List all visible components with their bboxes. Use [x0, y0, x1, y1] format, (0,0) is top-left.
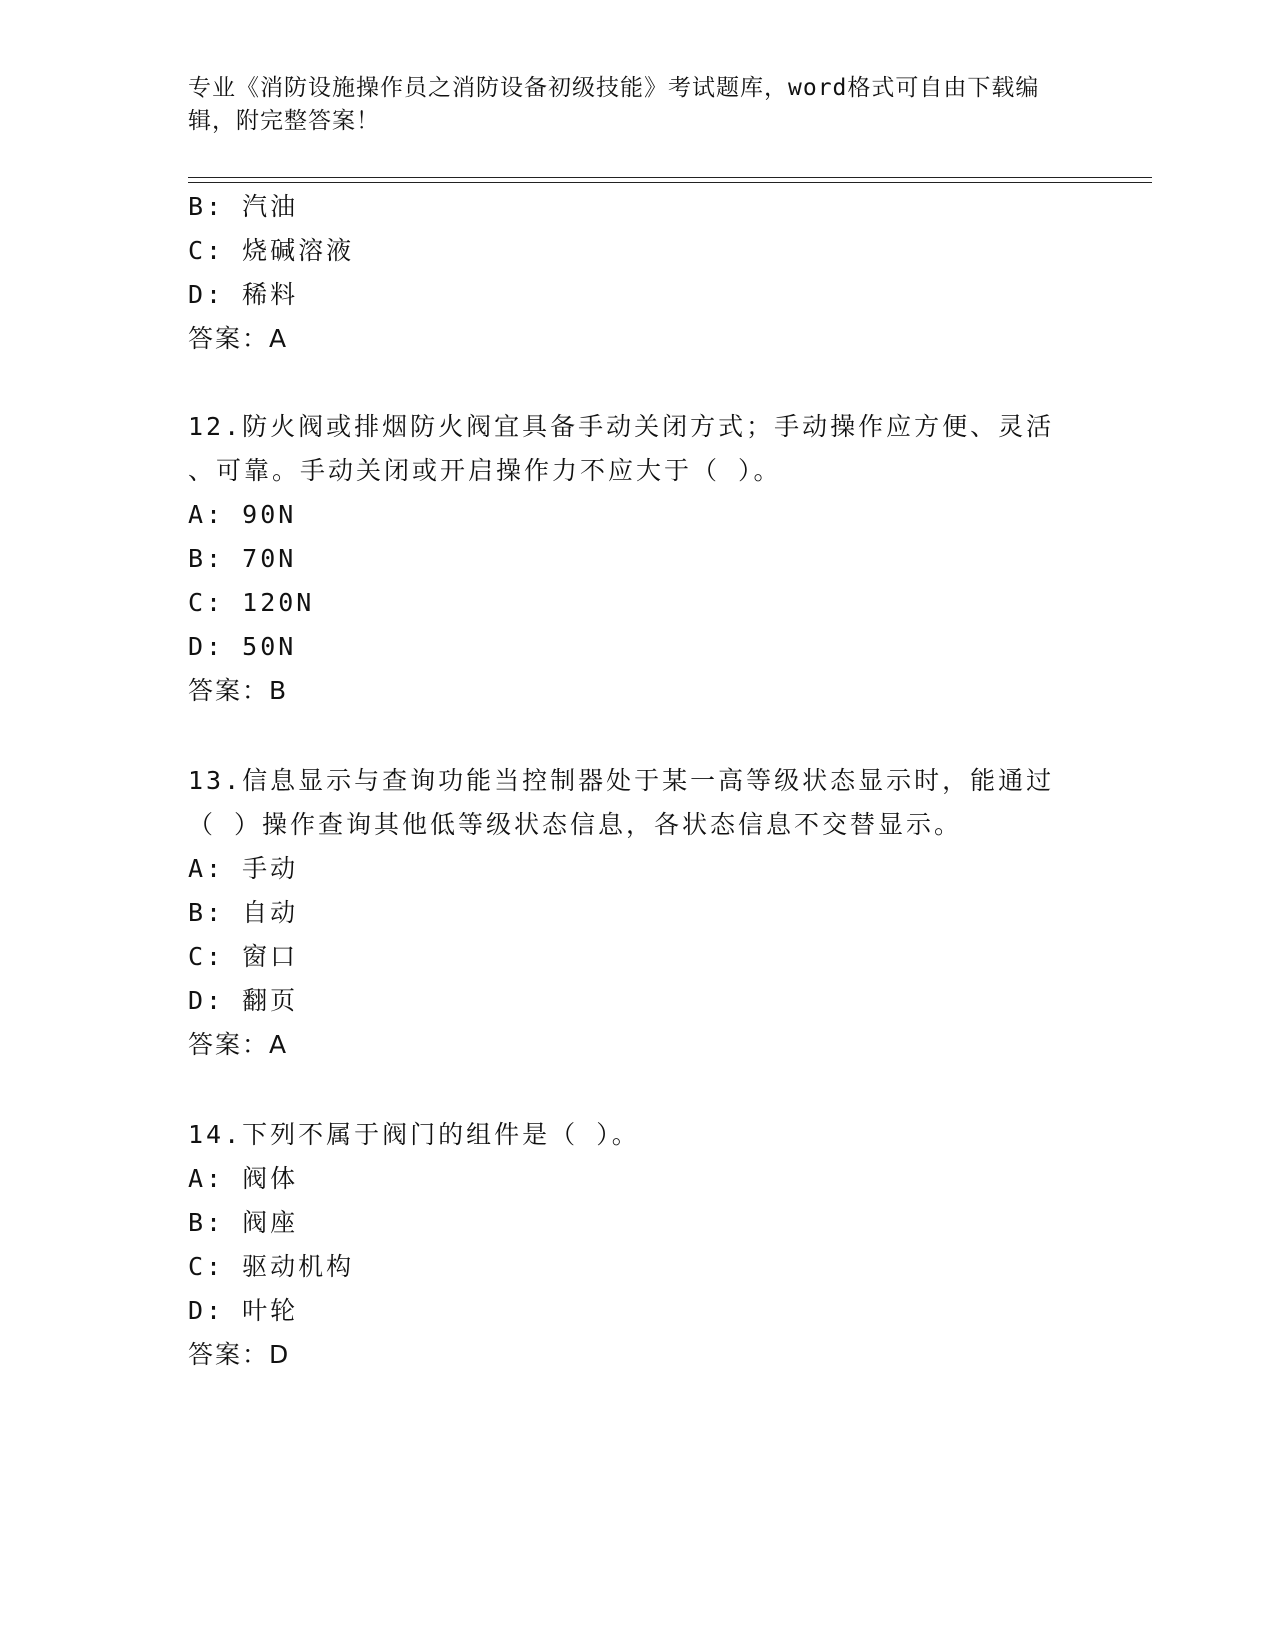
q13-stem-line-2: （ ）操作查询其他低等级状态信息，各状态信息不交替显示。 — [188, 810, 963, 839]
q12-option-b: B: 70N — [188, 544, 297, 573]
q14-option-d: D: 叶轮 — [188, 1296, 299, 1325]
q12-option-d: D: 50N — [188, 632, 297, 661]
q13-answer: 答案：A — [188, 1030, 289, 1059]
q14-option-b: B: 阀座 — [188, 1208, 299, 1237]
q13-option-b: B: 自动 — [188, 898, 299, 927]
q11-option-d: D: 稀料 — [188, 280, 299, 309]
q11-option-c: C: 烧碱溶液 — [188, 236, 355, 265]
header-line-1: 专业《消防设施操作员之消防设备初级技能》考试题库，word格式可自由下载编 — [188, 75, 1040, 101]
q13-option-d: D: 翻页 — [188, 986, 299, 1015]
q12-stem-line-2: 、可靠。手动关闭或开启操作力不应大于（ ）。 — [188, 456, 782, 485]
q14-answer: 答案：D — [188, 1340, 291, 1369]
q13-option-a: A: 手动 — [188, 854, 299, 883]
q14-option-c: C: 驱动机构 — [188, 1252, 355, 1281]
q12-option-a: A: 90N — [188, 500, 297, 529]
q13-stem-line-1: 13.信息显示与查询功能当控制器处于某一高等级状态显示时，能通过 — [188, 766, 1055, 795]
q14-stem-line-1: 14.下列不属于阀门的组件是（ ）。 — [188, 1120, 640, 1149]
q14-option-a: A: 阀体 — [188, 1164, 299, 1193]
q11-answer: 答案：A — [188, 324, 289, 353]
q13-option-c: C: 窗口 — [188, 942, 299, 971]
q11-option-b: B: 汽油 — [188, 192, 299, 221]
q12-option-c: C: 120N — [188, 588, 315, 617]
header-divider-top — [188, 177, 1152, 178]
q12-stem-line-1: 12.防火阀或排烟防火阀宜具备手动关闭方式；手动操作应方便、灵活 — [188, 412, 1055, 441]
document-header — [188, 72, 1088, 138]
q12-answer: 答案：B — [188, 676, 289, 705]
header-divider-bottom — [188, 182, 1152, 183]
header-line-2: 辑，附完整答案！ — [188, 108, 380, 134]
